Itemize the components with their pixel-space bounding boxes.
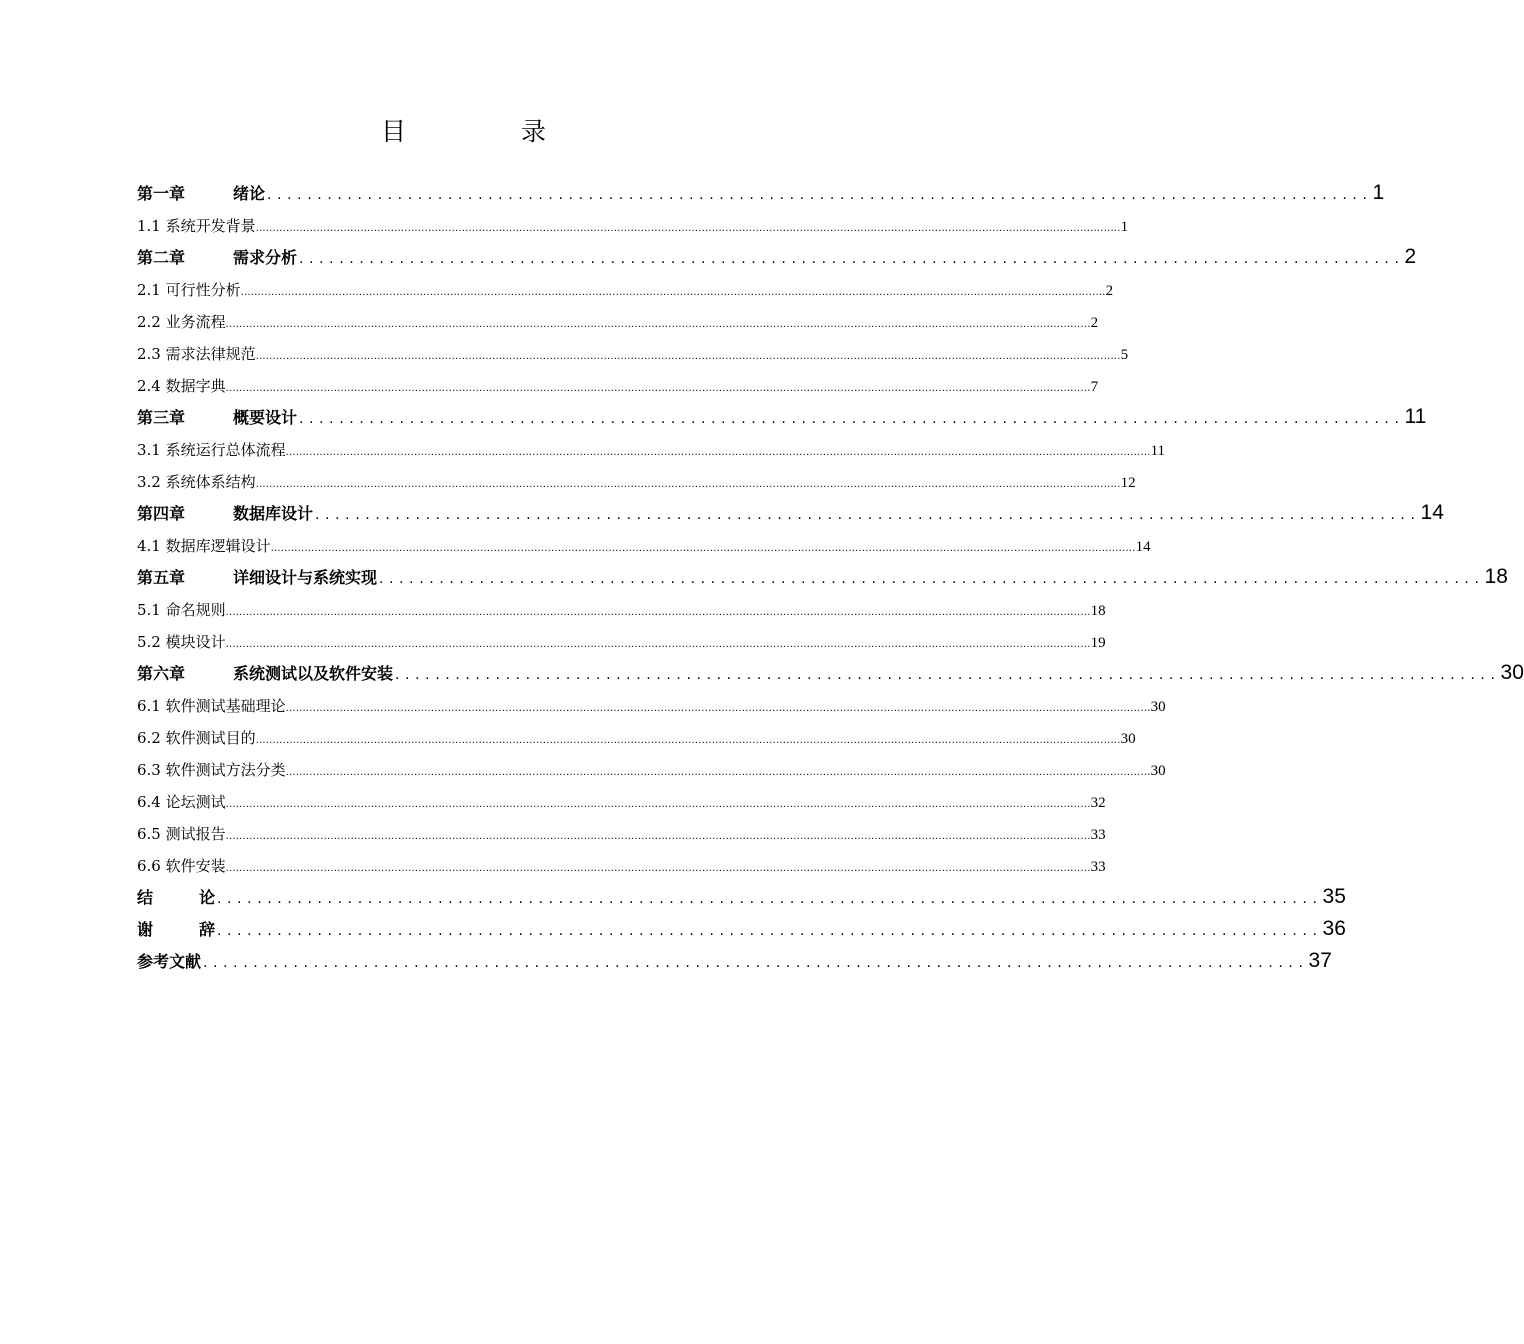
page-number: 30 — [1150, 763, 1166, 779]
page-number: 1 — [1372, 181, 1385, 204]
page-number: 2 — [1090, 315, 1099, 331]
page-number: 11 — [1404, 405, 1427, 428]
chapter-title: 数据库设计 — [233, 504, 314, 523]
dot-leader: ................................................................................................................................................................................................................................................................ — [225, 831, 1091, 842]
dot-leader: ................................................................................................................................................................................................................................................................ — [285, 447, 1151, 458]
toc-chapter-entry[interactable] — [137, 656, 1524, 688]
table-of-contents — [137, 176, 1524, 976]
page-number: 7 — [1090, 379, 1099, 395]
dot-leader: .............................................................................................................. — [379, 571, 1485, 587]
dot-leader: ................................................................................................................................................................................................................................................................ — [285, 703, 1151, 714]
chapter-title: 系统测试以及软件安装 — [233, 664, 394, 683]
dot-leader: .............................................................................................................. — [203, 955, 1309, 971]
page-number: 5 — [1120, 347, 1129, 363]
back-matter-title: 参考文献 — [137, 952, 202, 971]
page-number: 18 — [1484, 565, 1508, 588]
back-matter-title: 结论 — [137, 888, 215, 907]
page-number: 12 — [1120, 475, 1136, 491]
toc-conclusion-entry[interactable] — [137, 880, 1346, 912]
toc-section-entry[interactable] — [137, 720, 1136, 752]
page-number: 19 — [1090, 635, 1106, 651]
section-title: 5.1 命名规则 — [137, 601, 226, 619]
toc-section-entry[interactable] — [137, 528, 1151, 560]
dot-leader: ................................................................................................................................................................................................................................................................ — [225, 639, 1091, 650]
page-number: 1 — [1120, 219, 1129, 235]
dot-leader: ................................................................................................................................................................................................................................................................ — [285, 767, 1151, 778]
section-title: 6.4 论坛测试 — [137, 793, 226, 811]
chapter-number: 第五章 — [137, 568, 186, 587]
page-number: 33 — [1090, 827, 1106, 843]
page-number: 37 — [1308, 949, 1332, 972]
section-title: 4.1 数据库逻辑设计 — [137, 537, 271, 555]
section-title: 6.6 软件安装 — [137, 857, 226, 875]
chapter-number: 第六章 — [137, 664, 186, 683]
chapter-number: 第三章 — [137, 408, 186, 427]
toc-chapter-entry[interactable] — [137, 560, 1508, 592]
page-number: 18 — [1090, 603, 1106, 619]
section-title: 6.5 测试报告 — [137, 825, 226, 843]
chapter-title: 需求分析 — [233, 248, 298, 267]
section-title: 3.2 系统体系结构 — [137, 473, 256, 491]
page-number: 14 — [1420, 501, 1444, 524]
toc-section-entry[interactable] — [137, 304, 1099, 336]
dot-leader: .............................................................................................................. — [217, 923, 1323, 939]
dot-leader: .............................................................................................................. — [315, 507, 1421, 523]
dot-leader: ................................................................................................................................................................................................................................................................ — [270, 543, 1136, 554]
toc-section-entry[interactable] — [137, 752, 1166, 784]
toc-section-entry[interactable] — [137, 688, 1166, 720]
dot-leader: ................................................................................................................................................................................................................................................................ — [240, 287, 1106, 298]
chapter-title: 概要设计 — [233, 408, 298, 427]
toc-section-entry[interactable] — [137, 592, 1106, 624]
toc-section-entry[interactable] — [137, 432, 1166, 464]
section-title: 6.1 软件测试基础理论 — [137, 697, 286, 715]
dot-leader: ................................................................................................................................................................................................................................................................ — [255, 351, 1121, 362]
page-title: 目 录 — [380, 117, 591, 146]
page-number: 30 — [1120, 731, 1136, 747]
chapter-number: 第四章 — [137, 504, 186, 523]
dot-leader: .............................................................................................................. — [267, 187, 1373, 203]
page-number: 32 — [1090, 795, 1106, 811]
section-title: 2.4 数据字典 — [137, 377, 226, 395]
dot-leader: .............................................................................................................. — [299, 411, 1405, 427]
section-title: 5.2 模块设计 — [137, 633, 226, 651]
dot-leader: ................................................................................................................................................................................................................................................................ — [225, 799, 1091, 810]
toc-chapter-entry[interactable] — [137, 176, 1385, 208]
dot-leader: .............................................................................................................. — [217, 891, 1323, 907]
page-number: 30 — [1150, 699, 1166, 715]
toc-chapter-entry[interactable] — [137, 240, 1417, 272]
toc-section-entry[interactable] — [137, 816, 1106, 848]
page-number: 36 — [1322, 917, 1346, 940]
dot-leader: ................................................................................................................................................................................................................................................................ — [255, 223, 1121, 234]
section-title: 6.2 软件测试目的 — [137, 729, 256, 747]
chapter-number: 第一章 — [137, 184, 186, 203]
section-title: 6.3 软件测试方法分类 — [137, 761, 286, 779]
section-title: 2.3 需求法律规范 — [137, 345, 256, 363]
chapter-number: 第二章 — [137, 248, 186, 267]
dot-leader: .............................................................................................................. — [395, 667, 1501, 683]
dot-leader: .............................................................................................................. — [299, 251, 1405, 267]
page-number: 33 — [1090, 859, 1106, 875]
section-title: 2.2 业务流程 — [137, 313, 226, 331]
dot-leader: ................................................................................................................................................................................................................................................................ — [225, 863, 1091, 874]
chapter-title: 详细设计与系统实现 — [233, 568, 378, 587]
chapter-title: 绪论 — [233, 184, 266, 203]
section-title: 3.1 系统运行总体流程 — [137, 441, 286, 459]
toc-section-entry[interactable] — [137, 272, 1114, 304]
back-matter-title: 谢辞 — [137, 920, 215, 939]
toc-section-entry[interactable] — [137, 848, 1106, 880]
toc-acknowledgements-entry[interactable] — [137, 912, 1346, 944]
toc-section-entry[interactable] — [137, 624, 1106, 656]
dot-leader: ................................................................................................................................................................................................................................................................ — [225, 607, 1091, 618]
dot-leader: ................................................................................................................................................................................................................................................................ — [225, 319, 1091, 330]
toc-chapter-entry[interactable] — [137, 496, 1444, 528]
toc-section-entry[interactable] — [137, 208, 1129, 240]
toc-chapter-entry[interactable] — [137, 400, 1427, 432]
toc-section-entry[interactable] — [137, 336, 1129, 368]
section-title: 2.1 可行性分析 — [137, 281, 241, 299]
page-number: 35 — [1322, 885, 1346, 908]
dot-leader: ................................................................................................................................................................................................................................................................ — [255, 735, 1121, 746]
page-number: 2 — [1404, 245, 1417, 268]
dot-leader: ................................................................................................................................................................................................................................................................ — [225, 383, 1091, 394]
page-number: 30 — [1500, 661, 1524, 684]
page-number: 14 — [1135, 539, 1151, 555]
page-number: 11 — [1150, 443, 1166, 459]
toc-section-entry[interactable] — [137, 368, 1099, 400]
toc-section-entry[interactable] — [137, 464, 1136, 496]
toc-section-entry[interactable] — [137, 784, 1106, 816]
section-title: 1.1 系统开发背景 — [137, 217, 256, 235]
toc-references-entry[interactable] — [137, 944, 1332, 976]
dot-leader: ................................................................................................................................................................................................................................................................ — [255, 479, 1121, 490]
page-number: 2 — [1105, 283, 1114, 299]
